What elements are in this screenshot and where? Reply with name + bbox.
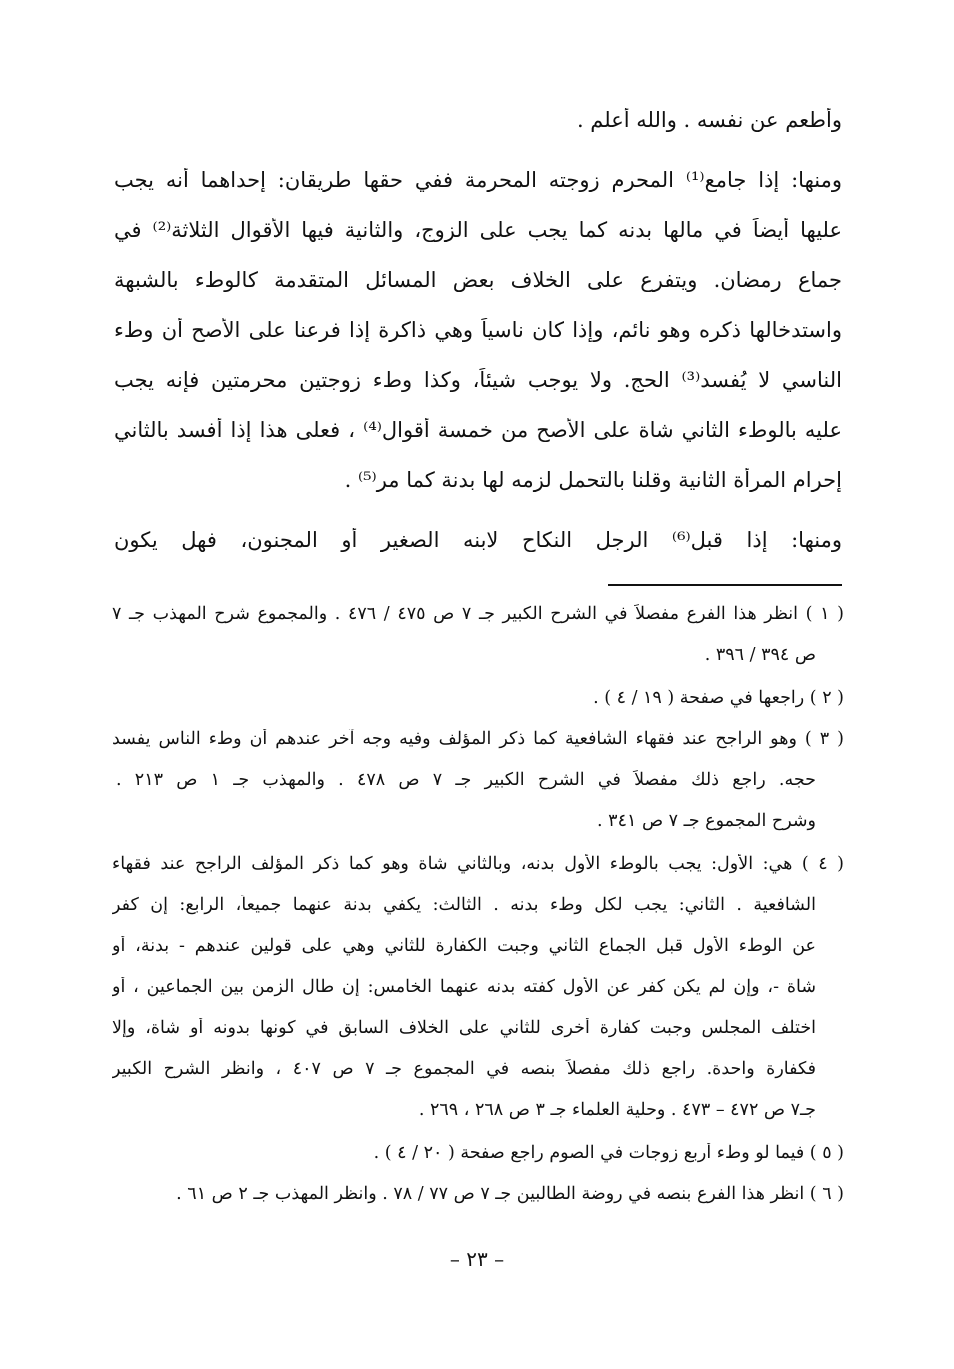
footnote-line: حجه. راجع ذلك مفصلاً في الشرح الكبير جـ ٧ ص ٤٧٨ . والمهذب جـ ١ ص ٢١٣ . xyxy=(116,770,816,790)
footnote-line: ( ٤ ) هي: الأول: يجب بالوطء الأول بدنه، وبالثاني شاة وهو كما ذكر المؤلف الراجح عند فقهاء xyxy=(112,854,844,874)
footnote-line: وشرح المجموع جـ ٧ ص ٣٤١ . xyxy=(597,811,816,831)
text-line: ومنها: إذا جامع⁽¹⁾ المحرم زوجته المحرمة ففي حقها طريقان: إحداهما أنه يجب xyxy=(114,168,842,192)
footnote-line: الشافعية . الثاني: يجب لكل وطء بدنه . الثالث: يكفي بدنة عنهما جميعاً، الرابع: إن كفر xyxy=(112,895,816,915)
text-line: واستدخالها ذكره وهو نائم، وإذا كان ناسياً وهي ذاكرة إذا فرعنا على الأصح أن وطء xyxy=(114,318,842,342)
footnote-line: ( ١ ) انظر هذا الفرع مفصلاً في الشرح الكبير جـ ٧ ص ٤٧٥ / ٤٧٦ . والمجموع شرح المهذب جـ ٧ xyxy=(112,604,844,624)
text-line: وأطعم عن نفسه . والله أعلم . xyxy=(576,108,842,132)
footnote-line: شاة -، وإن لم يكن كفر عن الأول كفته بدنه عنهما الخامس: إن طال الزمن بين الجماعين ، أو xyxy=(112,977,816,997)
footnote-line: عن الوطء الأول قبل الجماع الثاني وجبت الكفارة للثاني وهي على قولين عندهم - بدنة، أو xyxy=(112,936,816,956)
text-line: ومنها: إذا قبل⁽⁶⁾ الرجل النكاح لابنه الصغير أو المجنون، فهل يكون xyxy=(114,528,842,552)
footnote-line: اختلف المجلس وجبت كفارة أخرى للثاني على الخلاف السابق في كونها بدونه أو شاة، وإلا xyxy=(112,1018,816,1038)
text-line: عليها أيضاً في مالها بدنه كما يجب على الزوج، والثانية فيها الأقوال الثلاثة⁽²⁾ في xyxy=(114,218,842,242)
footnote-line: جـ٧ ص ٤٧٢ – ٤٧٣ . وحلية العلماء جـ ٣ ص ٢٦٨ ، ٢٦٩ . xyxy=(418,1100,816,1120)
footnote-separator xyxy=(608,584,842,586)
footnote-line: ( ٣ ) وهو الراجح عند فقهاء الشافعية كما ذكر المؤلف وفيه وجه آخر عندهم أن وطء الناس يفسد xyxy=(112,729,844,749)
footnote-line: ص ٣٩٤ / ٣٩٦ . xyxy=(704,645,816,665)
text-line: جماع رمضان. ويتفرع على الخلاف بعض المسائل المتقدمة كالوطء بالشبهة xyxy=(114,268,842,292)
text-line: الناسي لا يُفسد⁽³⁾ الحج. ولا يوجب شيئاً، وكذا وطء زوجتين محرمتين فإنه يجب xyxy=(114,368,842,392)
footnote-line: فكفارة واحدة. راجع ذلك مفصلاً بنصه في المجموع جـ ٧ ص ٤٠٧ ، وانظر الشرح الكبير xyxy=(112,1059,816,1079)
text-line: عليه بالوطء الثاني شاة على الأصح من خمسة أقوال⁽⁴⁾ ، فعلى هذا إذا أفسد بالثاني xyxy=(114,418,842,442)
page-number: – ٢٣ – xyxy=(449,1247,505,1271)
footnote-line: ( ٦ ) انظر هذا الفرع بنصه في روضة الطالبين جـ ٧ ص ٧٧ / ٧٨ . وانظر المهذب جـ ٢ ص ٦١ . xyxy=(176,1184,844,1204)
footnote-line: ( ٥ ) فيما لو وطء أربع زوجات في الصوم راجع صفحة ( ٢٠ / ٤ ) . xyxy=(373,1143,844,1163)
footnote-line: ( ٢ ) راجعها في صفحة ( ١٩ / ٤ ) . xyxy=(593,688,844,708)
text-line: إحرام المرأة الثانية وقلنا بالتحمل لزمه لها بدنة كما مر⁽⁵⁾ . xyxy=(344,468,842,492)
